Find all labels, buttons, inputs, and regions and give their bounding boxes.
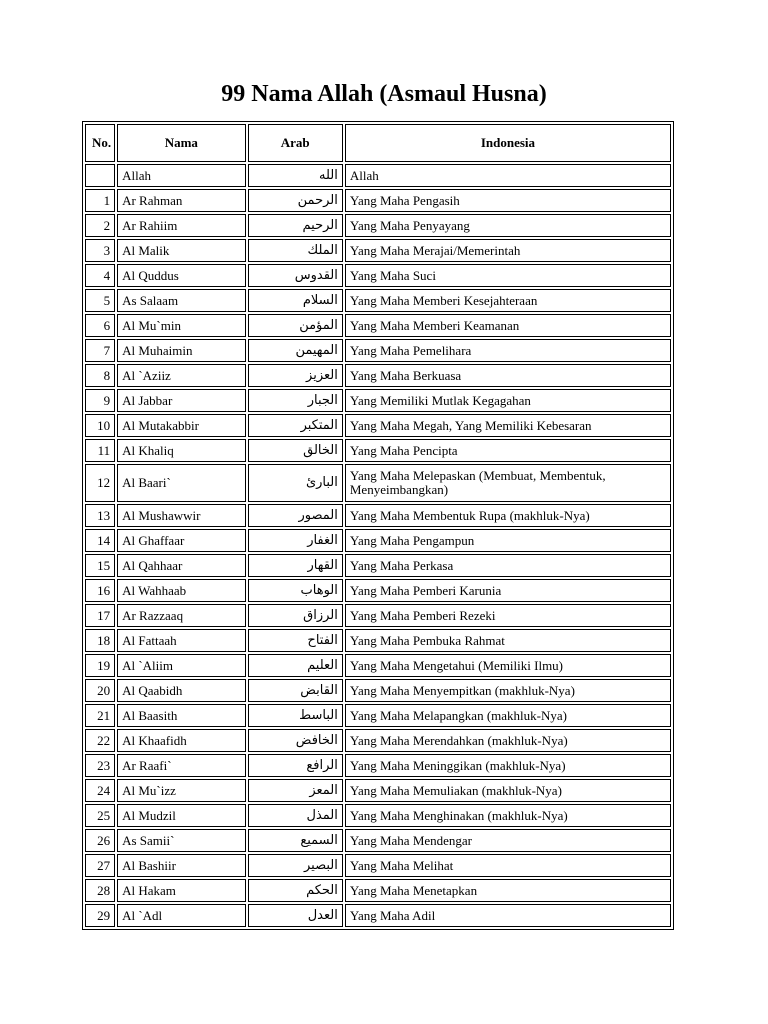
cell-no: 1: [85, 189, 115, 212]
cell-arab: العدل: [248, 904, 343, 927]
cell-arab: الحكم: [248, 879, 343, 902]
table-row: [85, 289, 671, 312]
cell-arab: المهيمن: [248, 339, 343, 362]
cell-no: 17: [85, 604, 115, 627]
cell-nama: Al Fattaah: [117, 629, 245, 652]
cell-nama: Al `Adl: [117, 904, 245, 927]
table-row: [85, 904, 671, 927]
table-row: [85, 829, 671, 852]
cell-indonesia: Yang Maha Melepaskan (Membuat, Membentuk, Menyeimbangkan): [345, 464, 671, 502]
cell-nama: Ar Razzaaq: [117, 604, 245, 627]
page-title: 99 Nama Allah (Asmaul Husna): [221, 81, 547, 107]
cell-no: 9: [85, 389, 115, 412]
cell-nama: Al Ghaffaar: [117, 529, 245, 552]
cell-no: 21: [85, 704, 115, 727]
cell-no: 6: [85, 314, 115, 337]
cell-indonesia: Yang Maha Adil: [345, 904, 671, 927]
cell-arab: الرزاق: [248, 604, 343, 627]
cell-no: 15: [85, 554, 115, 577]
cell-indonesia: Yang Maha Megah, Yang Memiliki Kebesaran: [345, 414, 671, 437]
cell-arab: القابض: [248, 679, 343, 702]
cell-indonesia: Yang Maha Pemberi Rezeki: [345, 604, 671, 627]
cell-indonesia: Yang Maha Melihat: [345, 854, 671, 877]
cell-arab: القدوس: [248, 264, 343, 287]
table-row: [85, 804, 671, 827]
cell-no: 11: [85, 439, 115, 462]
cell-arab: الفتاح: [248, 629, 343, 652]
cell-arab: الجبار: [248, 389, 343, 412]
cell-no: 18: [85, 629, 115, 652]
table-row: [85, 214, 671, 237]
cell-nama: Al Muhaimin: [117, 339, 245, 362]
cell-nama: Al Khaliq: [117, 439, 245, 462]
cell-nama: Al Khaafidh: [117, 729, 245, 752]
cell-arab: المذل: [248, 804, 343, 827]
cell-nama: Al Baasith: [117, 704, 245, 727]
cell-arab: المتكبر: [248, 414, 343, 437]
table-row: [85, 604, 671, 627]
cell-arab: العزيز: [248, 364, 343, 387]
cell-arab: الرافع: [248, 754, 343, 777]
column-header-indonesia: Indonesia: [345, 124, 671, 162]
cell-nama: Allah: [117, 164, 245, 187]
cell-nama: Al Malik: [117, 239, 245, 262]
cell-indonesia: Yang Maha Suci: [345, 264, 671, 287]
cell-no: 28: [85, 879, 115, 902]
column-header-no: No.: [85, 124, 115, 162]
cell-indonesia: Yang Maha Pencipta: [345, 439, 671, 462]
cell-no: 25: [85, 804, 115, 827]
cell-indonesia: Yang Maha Perkasa: [345, 554, 671, 577]
cell-arab: المؤمن: [248, 314, 343, 337]
cell-indonesia: Yang Maha Meninggikan (makhluk-Nya): [345, 754, 671, 777]
cell-indonesia: Yang Maha Pengasih: [345, 189, 671, 212]
cell-nama: Al Mu`min: [117, 314, 245, 337]
cell-arab: الرحيم: [248, 214, 343, 237]
cell-no: 22: [85, 729, 115, 752]
cell-no: [85, 164, 115, 187]
cell-no: 12: [85, 464, 115, 502]
cell-arab: الغفار: [248, 529, 343, 552]
cell-indonesia: Yang Maha Mengetahui (Memiliki Ilmu): [345, 654, 671, 677]
table-row: [85, 854, 671, 877]
cell-indonesia: Yang Memiliki Mutlak Kegagahan: [345, 389, 671, 412]
cell-no: 4: [85, 264, 115, 287]
table-row: [85, 164, 671, 187]
table-row: [85, 554, 671, 577]
cell-no: 19: [85, 654, 115, 677]
cell-nama: Al Mu`izz: [117, 779, 245, 802]
cell-nama: Al Mudzil: [117, 804, 245, 827]
table-row: [85, 654, 671, 677]
cell-indonesia: Yang Maha Memuliakan (makhluk-Nya): [345, 779, 671, 802]
table-row: [85, 414, 671, 437]
cell-no: 20: [85, 679, 115, 702]
cell-no: 14: [85, 529, 115, 552]
table-row: [85, 629, 671, 652]
cell-indonesia: Yang Maha Pengampun: [345, 529, 671, 552]
cell-indonesia: Yang Maha Menetapkan: [345, 879, 671, 902]
table-row: [85, 264, 671, 287]
cell-indonesia: Yang Maha Membentuk Rupa (makhluk-Nya): [345, 504, 671, 527]
table-row: [85, 314, 671, 337]
cell-arab: الخالق: [248, 439, 343, 462]
table-row: [85, 364, 671, 387]
table-row: [85, 529, 671, 552]
cell-arab: الرحمن: [248, 189, 343, 212]
cell-no: 29: [85, 904, 115, 927]
cell-arab: الله: [248, 164, 343, 187]
cell-nama: Al Qaabidh: [117, 679, 245, 702]
cell-nama: Ar Rahiim: [117, 214, 245, 237]
table-row: [85, 389, 671, 412]
cell-nama: Al Hakam: [117, 879, 245, 902]
cell-indonesia: Yang Maha Mendengar: [345, 829, 671, 852]
cell-no: 10: [85, 414, 115, 437]
table-row: [85, 579, 671, 602]
table-row: [85, 704, 671, 727]
cell-no: 26: [85, 829, 115, 852]
cell-arab: الخافض: [248, 729, 343, 752]
cell-no: 3: [85, 239, 115, 262]
cell-nama: Al `Aziiz: [117, 364, 245, 387]
table-row: [85, 754, 671, 777]
cell-no: 27: [85, 854, 115, 877]
table-row: [85, 729, 671, 752]
cell-arab: السلام: [248, 289, 343, 312]
table-row: [85, 439, 671, 462]
table-row: [85, 239, 671, 262]
cell-indonesia: Yang Maha Melapangkan (makhluk-Nya): [345, 704, 671, 727]
cell-nama: Al Wahhaab: [117, 579, 245, 602]
column-header-arab: Arab: [248, 124, 343, 162]
cell-no: 23: [85, 754, 115, 777]
cell-indonesia: Yang Maha Menghinakan (makhluk-Nya): [345, 804, 671, 827]
cell-indonesia: Yang Maha Pembuka Rahmat: [345, 629, 671, 652]
cell-indonesia: Yang Maha Menyempitkan (makhluk-Nya): [345, 679, 671, 702]
cell-indonesia: Yang Maha Pemelihara: [345, 339, 671, 362]
table-row: [85, 679, 671, 702]
table-row: [85, 779, 671, 802]
cell-no: 13: [85, 504, 115, 527]
cell-no: 5: [85, 289, 115, 312]
cell-nama: Al Qahhaar: [117, 554, 245, 577]
table-body: [85, 164, 671, 927]
table-row: [85, 339, 671, 362]
cell-nama: Al Baari`: [117, 464, 245, 502]
cell-arab: العليم: [248, 654, 343, 677]
cell-nama: Al `Aliim: [117, 654, 245, 677]
table-row: [85, 504, 671, 527]
cell-indonesia: Yang Maha Penyayang: [345, 214, 671, 237]
cell-indonesia: Allah: [345, 164, 671, 187]
cell-nama: As Samii`: [117, 829, 245, 852]
cell-nama: Al Mutakabbir: [117, 414, 245, 437]
table-row: [85, 464, 671, 502]
cell-no: 2: [85, 214, 115, 237]
cell-arab: الملك: [248, 239, 343, 262]
cell-arab: البارئ: [248, 464, 343, 502]
cell-nama: Al Jabbar: [117, 389, 245, 412]
cell-indonesia: Yang Maha Berkuasa: [345, 364, 671, 387]
cell-arab: الوهاب: [248, 579, 343, 602]
cell-arab: البصير: [248, 854, 343, 877]
cell-nama: Ar Rahman: [117, 189, 245, 212]
cell-no: 8: [85, 364, 115, 387]
cell-arab: القهار: [248, 554, 343, 577]
cell-indonesia: Yang Maha Memberi Keamanan: [345, 314, 671, 337]
cell-no: 24: [85, 779, 115, 802]
cell-nama: Al Quddus: [117, 264, 245, 287]
column-header-nama: Nama: [117, 124, 245, 162]
cell-nama: Al Mushawwir: [117, 504, 245, 527]
table-header-row: [85, 124, 671, 162]
cell-arab: المصور: [248, 504, 343, 527]
cell-arab: المعز: [248, 779, 343, 802]
cell-indonesia: Yang Maha Merendahkan (makhluk-Nya): [345, 729, 671, 752]
cell-arab: السميع: [248, 829, 343, 852]
cell-indonesia: Yang Maha Merajai/Memerintah: [345, 239, 671, 262]
cell-nama: Al Bashiir: [117, 854, 245, 877]
asmaul-husna-table: [82, 121, 674, 930]
cell-indonesia: Yang Maha Pemberi Karunia: [345, 579, 671, 602]
cell-arab: الباسط: [248, 704, 343, 727]
cell-nama: As Salaam: [117, 289, 245, 312]
cell-nama: Ar Raafi`: [117, 754, 245, 777]
table-row: [85, 189, 671, 212]
cell-no: 16: [85, 579, 115, 602]
table-row: [85, 879, 671, 902]
cell-indonesia: Yang Maha Memberi Kesejahteraan: [345, 289, 671, 312]
cell-no: 7: [85, 339, 115, 362]
